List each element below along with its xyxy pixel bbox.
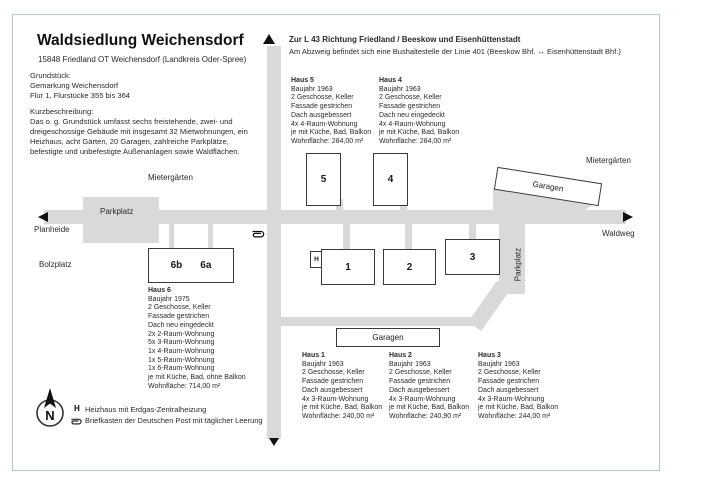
- building-heizhaus-label: H: [314, 256, 319, 263]
- house-info-title: Haus 2: [389, 352, 412, 359]
- house-info-title: Haus 1: [302, 352, 325, 359]
- road-arrow-west-icon: [38, 212, 48, 222]
- house-info-title: Haus 6: [148, 287, 171, 294]
- info-line: Wohnfläche: 284,00 m²: [379, 137, 452, 145]
- info-line: je mit Küche, Bad, Balkon: [302, 404, 383, 412]
- building-haus1-label: 1: [345, 261, 351, 273]
- path-stub-haus1: [343, 224, 350, 250]
- info-line: 2 Geschosse, Keller: [148, 304, 211, 312]
- building-haus4: [373, 153, 408, 206]
- kurzbeschreibung-label: Kurzbeschreibung:: [30, 107, 94, 116]
- info-line: Wohnfläche: 284,00 m²: [291, 137, 364, 145]
- house-info-title: Haus 3: [478, 352, 501, 359]
- house-info-haus3: [478, 352, 558, 422]
- house-info-title: Haus 4: [379, 77, 402, 84]
- info-line: 2 Geschosse, Keller: [478, 369, 541, 377]
- info-line: 4x 4-Raum-Wohnung: [291, 120, 358, 128]
- house-info-haus1: [302, 352, 382, 422]
- info-line: 1x 6-Raum-Wohnung: [148, 365, 215, 373]
- info-line: Fassade gestrichen: [148, 313, 210, 321]
- info-line: Fassade gestrichen: [478, 378, 540, 386]
- house-info-haus5: [291, 77, 371, 147]
- info-line: Dach ausgebessert: [302, 386, 363, 394]
- info-line: Baujahr 1963: [478, 360, 520, 368]
- label-bolzplatz: Bolzplatz: [39, 260, 72, 269]
- building-haus4-label: 4: [387, 174, 394, 185]
- info-line: je mit Küche, Bad, Balkon: [291, 129, 372, 137]
- info-line: Dach ausgebessert: [478, 386, 539, 394]
- info-line: 4x 4-Raum-Wohnung: [379, 120, 446, 128]
- house-info-haus2: [389, 352, 469, 422]
- info-line: je mit Küche, Bad, ohne Balkon: [148, 374, 246, 382]
- north-letter: N: [45, 408, 55, 423]
- info-line: je mit Küche, Bad, Balkon: [379, 129, 460, 137]
- label-waldweg: Waldweg: [602, 229, 635, 238]
- north-road-arrow-icon: [263, 34, 275, 44]
- info-line: Dach ausgebessert: [389, 386, 450, 394]
- house-info-lines: [379, 86, 459, 147]
- info-line: je mit Küche, Bad, Balkon: [389, 404, 470, 412]
- label-mietergaerten-right: Mietergärten: [586, 156, 631, 165]
- info-line: 2x 2-Raum-Wohnung: [148, 330, 215, 338]
- parking-area-left: [83, 197, 159, 243]
- road-arrow-east-icon: [623, 212, 633, 222]
- info-line: 4x 3-Raum-Wohnung: [389, 395, 456, 403]
- info-line: Baujahr 1975: [148, 295, 190, 303]
- info-line: 2 Geschosse, Keller: [379, 94, 442, 102]
- info-line: Baujahr 1963: [389, 360, 431, 368]
- info-line: Baujahr 1963: [302, 360, 344, 368]
- grundstueck-label: Grundstück:: [30, 71, 71, 80]
- road-vertical-main: [267, 46, 281, 439]
- info-line: 2 Geschosse, Keller: [291, 94, 354, 102]
- house-info-lines: [291, 86, 371, 147]
- grundstueck-block: [30, 71, 130, 101]
- info-line: Dach ausgebessert: [291, 111, 352, 119]
- legend-briefkasten-text: Briefkasten der Deutschen Post mit täglicher Leerung: [85, 416, 263, 425]
- info-line: Baujahr 1963: [379, 85, 421, 93]
- info-line: 2 Geschosse, Keller: [302, 369, 365, 377]
- path-stub-haus3: [469, 224, 476, 240]
- building-haus1: [321, 249, 375, 285]
- info-line: Wohnfläche: 240,00 m²: [302, 412, 375, 420]
- direction-note-title: Zur L 43 Richtung Friedland / Beeskow und Eisenhüttenstadt: [289, 35, 521, 44]
- info-line: Wohnfläche: 714,00 m²: [148, 382, 221, 390]
- info-line: Wohnfläche: 240,90 m²: [389, 412, 462, 420]
- info-line: Fassade gestrichen: [291, 103, 353, 111]
- house-info-haus6: [148, 287, 246, 391]
- grundstueck-line: Gemarkung Weichensdorf: [30, 81, 119, 90]
- label-mietergaerten-left: Mietergärten: [148, 173, 193, 182]
- info-line: je mit Küche, Bad, Balkon: [478, 404, 559, 412]
- building-haus6a-label: 6a: [200, 260, 212, 271]
- page-subtitle: 15848 Friedland OT Weichensdorf (Landkreis Oder-Spree): [38, 55, 247, 64]
- path-stub-haus6b: [169, 224, 174, 248]
- building-haus2-label: 2: [406, 261, 413, 273]
- legend-posthorn-icon: [70, 416, 84, 426]
- info-line: Fassade gestrichen: [302, 378, 364, 386]
- house-info-title: Haus 5: [291, 77, 314, 84]
- garages-top-label: Garagen: [531, 179, 565, 194]
- posthorn-icon: [251, 228, 267, 239]
- house-info-lines: [478, 361, 558, 422]
- direction-note-subtitle: Am Abzweig befindet sich eine Bushaltestelle der Linie 401 (Beeskow Bhf. ↔ Eisenhüttenstadt Bhf.): [289, 47, 621, 56]
- building-haus5-label: 5: [320, 174, 327, 185]
- garages-bottom-label: Garagen: [372, 333, 404, 342]
- info-line: 1x 4-Raum-Wohnung: [148, 347, 215, 355]
- building-haus6: [148, 248, 234, 283]
- label-parkplatz-left: Parkplatz: [100, 207, 134, 216]
- page-title: Waldsiedlung Weichensdorf: [37, 32, 244, 49]
- road-bottom-garages: [274, 317, 481, 326]
- label-planheide: Planheide: [34, 225, 70, 234]
- info-line: 4x 3-Raum-Wohnung: [302, 395, 369, 403]
- building-haus2: [383, 249, 436, 285]
- building-haus6b-label: 6b: [170, 260, 183, 271]
- north-compass-icon: [33, 387, 67, 429]
- house-info-lines: [389, 361, 469, 422]
- info-line: Fassade gestrichen: [389, 378, 451, 386]
- info-line: 5x 3-Raum-Wohnung: [148, 339, 215, 347]
- legend-heizhaus-symbol: H: [74, 404, 80, 413]
- label-parkplatz-right: Parkplatz: [513, 247, 523, 282]
- path-stub-haus6a: [208, 224, 213, 248]
- info-line: 2 Geschosse, Keller: [389, 369, 452, 377]
- site-plan-page: [12, 14, 660, 471]
- road-arrow-south-icon: [269, 438, 279, 446]
- info-line: Dach neu eingedeckt: [379, 111, 445, 119]
- info-line: 1x 5-Raum-Wohnung: [148, 356, 215, 364]
- info-line: 4x 3-Raum-Wohnung: [478, 395, 545, 403]
- house-info-haus4: [379, 77, 459, 147]
- building-haus5: [306, 153, 341, 206]
- info-line: Fassade gestrichen: [379, 103, 441, 111]
- info-line: Baujahr 1963: [291, 85, 333, 93]
- building-garages-bottom: [336, 328, 440, 347]
- house-info-lines: [148, 296, 246, 392]
- kurzbeschreibung-text: Das o. g. Grundstück umfasst sechs freistehende, zwei- und dreigeschossige Gebäude mit insgesamt 32 Mietwohnungen, ein Heizhaus, acht Gärten, 20 Garagen, zahlreiche Parkplätze, befestigte und unbefestigte Außenanlagen sowie Waldflächen.: [30, 117, 248, 156]
- info-line: Wohnfläche: 244,00 m²: [478, 412, 551, 420]
- building-haus3-label: 3: [469, 251, 476, 263]
- grundstueck-line: Flur 1, Flurstücke 355 bis 364: [30, 91, 131, 100]
- house-info-lines: [302, 361, 382, 422]
- path-stub-haus2: [405, 224, 412, 250]
- legend-heizhaus-text: Heizhaus mit Erdgas-Zentralheizung: [85, 405, 207, 414]
- building-haus3: [445, 239, 500, 275]
- info-line: Dach neu eingedeckt: [148, 321, 214, 329]
